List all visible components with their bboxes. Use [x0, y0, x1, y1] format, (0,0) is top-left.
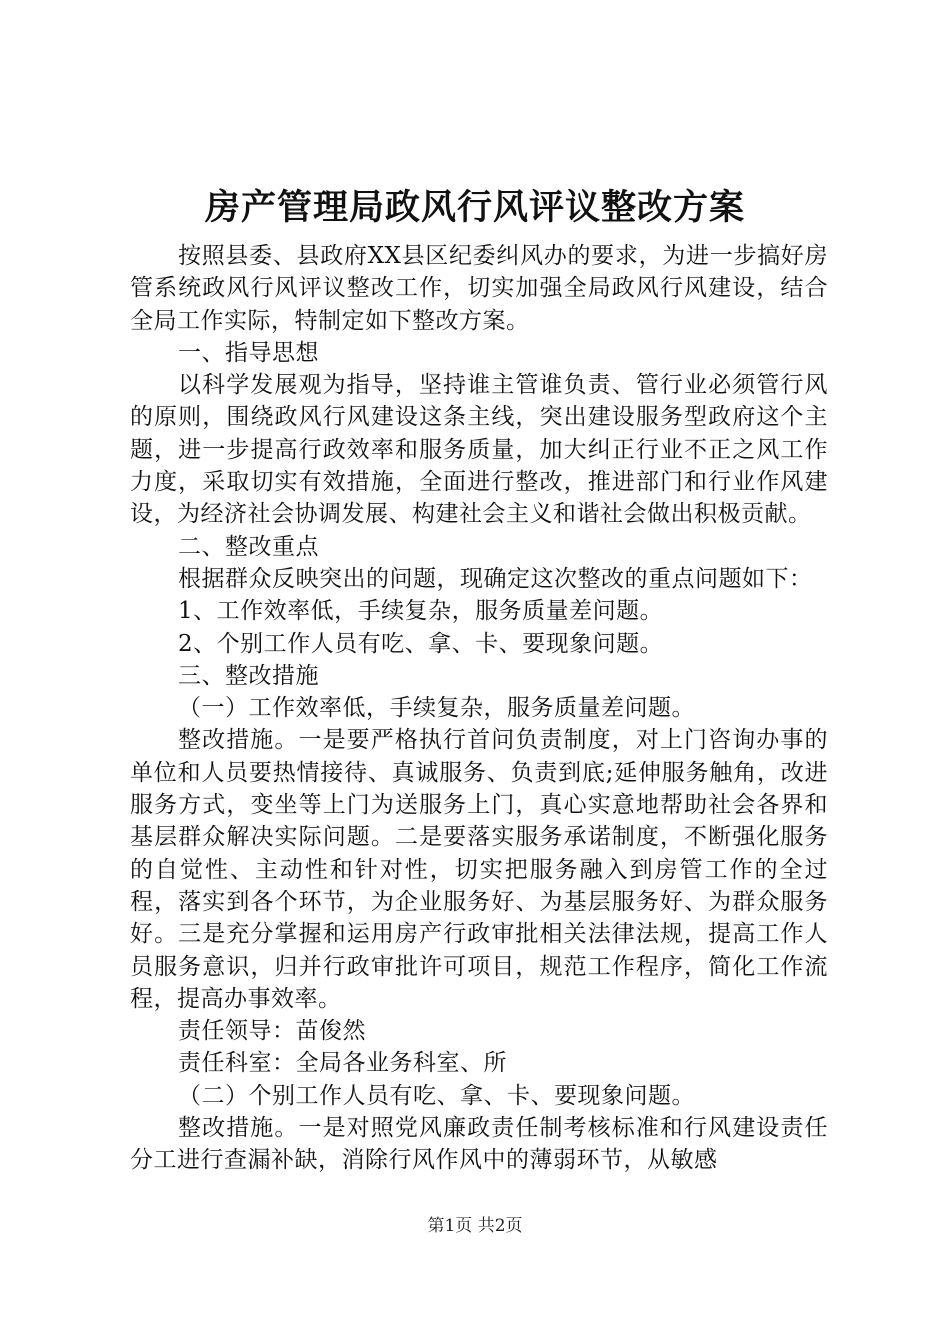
responsible-leader: 责任领导：苗俊然 [178, 1018, 366, 1045]
list-item-focus-2: 2、个别工作人员有吃、拿、卡、要现象问题。 [178, 630, 664, 657]
heading-rectification-measures: 三、整改措施 [178, 662, 319, 689]
paragraph-focus-intro: 根据群众反映突出的问题，现确定这次整改的重点问题如下： [178, 565, 813, 592]
paragraph-intro: 按照县委、县政府XX县区纪委纠风办的要求，为进一步搞好房管系统政风行风评议整改工作，切实加强全局政风行风建设，结合全局工作实际，特制定如下整改方案。 [130, 243, 828, 334]
paragraph-measure-1: 整改措施。一是要严格执行首问负责制度，对上门咨询办事的单位和人员要热情接待、真诚服务、负责到底;延伸服务触角，改进服务方式，变坐等上门为送服务上门，真心实意地帮助社会各界和基层群众解决实际问题。二是要落实服务承诺制度，不断强化服务的自觉性、主动性和针对性，切实把服务融入到房管工作的全过程，落实到各个环节，为企业服务好、为基层服务好、为群众服务好。三是充分掌握和运用房产行政审批相关法律法规，提高工作人员服务意识，归并行政审批许可项目，规范工作程序，简化工作流程，提高办事效率。 [130, 727, 828, 1012]
subheading-measure-1: （一）工作效率低，手续复杂，服务质量差问题。 [178, 695, 695, 722]
subheading-measure-2: （二）个别工作人员有吃、拿、卡、要现象问题。 [178, 1082, 695, 1109]
page-footer: 第1页 共2页 [427, 1216, 523, 1236]
document-title: 房产管理局政风行风评议整改方案 [204, 187, 745, 228]
responsible-department: 责任科室：全局各业务科室、所 [178, 1050, 507, 1077]
list-item-focus-1: 1、工作效率低，手续复杂，服务质量差问题。 [178, 598, 664, 625]
paragraph-guiding-thought: 以科学发展观为指导，坚持谁主管谁负责、管行业必须管行风的原则，围绕政风行风建设这条主线，突出建设服务型政府这个主题，进一步提高行政效率和服务质量，加大纠正行业不正之风工作力度，采取切实有效措施，全面进行整改，推进部门和行业作风建设，为经济社会协调发展、构建社会主义和谐社会做出积极贡献。 [130, 372, 828, 528]
paragraph-measure-2: 整改措施。一是对照党风廉政责任制考核标准和行风建设责任分工进行查漏补缺，消除行风作风中的薄弱环节，从敏感 [130, 1115, 828, 1174]
heading-rectification-focus: 二、整改重点 [178, 533, 319, 560]
document-body [130, 240, 828, 1177]
heading-guiding-thought: 一、指导思想 [178, 339, 319, 366]
